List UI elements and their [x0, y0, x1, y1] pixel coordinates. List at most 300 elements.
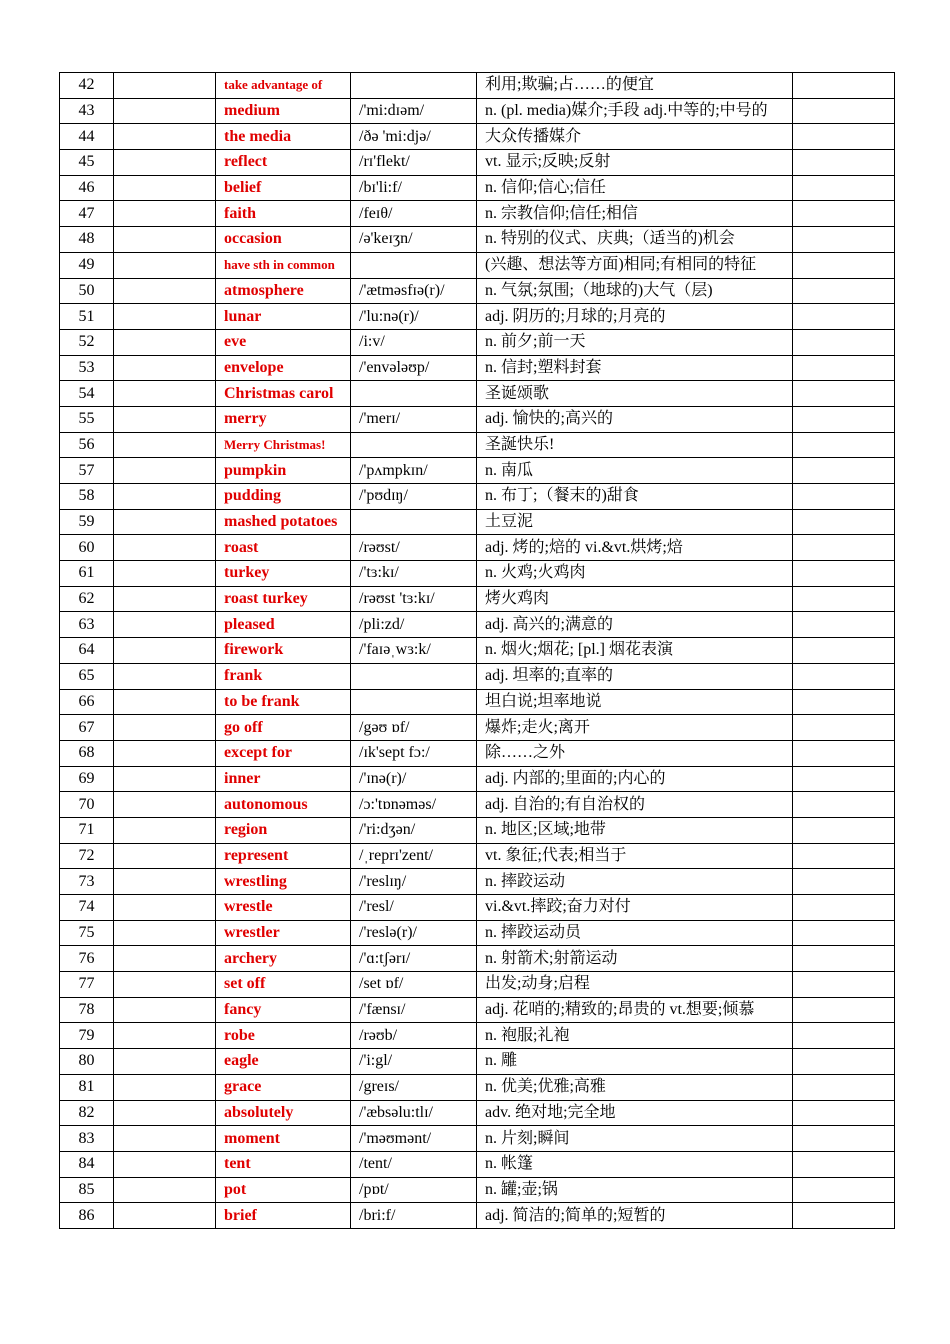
- chinese-meaning: n. 袍服;礼袍: [477, 1023, 793, 1049]
- blank-cell: [793, 766, 895, 792]
- blank-cell: [793, 535, 895, 561]
- blank-cell: [114, 1151, 216, 1177]
- table-row: [60, 484, 895, 510]
- table-row: [60, 740, 895, 766]
- blank-cell: [114, 946, 216, 972]
- blank-cell: [793, 997, 895, 1023]
- row-number: 76: [60, 946, 114, 972]
- blank-cell: [793, 278, 895, 304]
- row-number: 77: [60, 972, 114, 998]
- english-term: pudding: [216, 484, 351, 510]
- chinese-meaning: n. 片刻;瞬间: [477, 1126, 793, 1152]
- row-number: 51: [60, 304, 114, 330]
- blank-cell: [114, 304, 216, 330]
- phonetic: /'mi:dɪəm/: [351, 98, 477, 124]
- blank-cell: [793, 689, 895, 715]
- table-row: [60, 997, 895, 1023]
- blank-cell: [114, 98, 216, 124]
- chinese-meaning: n. 优美;优雅;高雅: [477, 1074, 793, 1100]
- chinese-meaning: n. 南瓜: [477, 458, 793, 484]
- chinese-meaning: 爆炸;走火;离开: [477, 715, 793, 741]
- blank-cell: [793, 509, 895, 535]
- blank-cell: [114, 612, 216, 638]
- blank-cell: [793, 586, 895, 612]
- english-term: set off: [216, 972, 351, 998]
- chinese-meaning: n. 特别的仪式、庆典;（适当的)机会: [477, 227, 793, 253]
- english-term: occasion: [216, 227, 351, 253]
- phonetic: /'envələʊp/: [351, 355, 477, 381]
- blank-cell: [793, 252, 895, 278]
- blank-cell: [793, 150, 895, 176]
- chinese-meaning: n. 布丁;（餐末的)甜食: [477, 484, 793, 510]
- phonetic: /'ri:dʒən/: [351, 817, 477, 843]
- row-number: 82: [60, 1100, 114, 1126]
- blank-cell: [793, 612, 895, 638]
- english-term: firework: [216, 638, 351, 664]
- phonetic: /'resl/: [351, 895, 477, 921]
- phonetic: /'pʌmpkɪn/: [351, 458, 477, 484]
- row-number: 44: [60, 124, 114, 150]
- table-row: [60, 124, 895, 150]
- table-row: [60, 1151, 895, 1177]
- chinese-meaning: n. 摔跤运动: [477, 869, 793, 895]
- table-row: [60, 381, 895, 407]
- table-row: [60, 561, 895, 587]
- blank-cell: [793, 227, 895, 253]
- blank-cell: [114, 1203, 216, 1229]
- phonetic: /'faɪəˌwɜ:k/: [351, 638, 477, 664]
- phonetic: [351, 509, 477, 535]
- blank-cell: [793, 638, 895, 664]
- english-term: absolutely: [216, 1100, 351, 1126]
- blank-cell: [793, 972, 895, 998]
- phonetic: /pli:zd/: [351, 612, 477, 638]
- row-number: 56: [60, 432, 114, 458]
- english-term: grace: [216, 1074, 351, 1100]
- vocabulary-table: [59, 72, 895, 1229]
- row-number: 72: [60, 843, 114, 869]
- row-number: 49: [60, 252, 114, 278]
- phonetic: /'lu:nə(r)/: [351, 304, 477, 330]
- blank-cell: [114, 509, 216, 535]
- table-row: [60, 869, 895, 895]
- blank-cell: [114, 1049, 216, 1075]
- blank-cell: [114, 869, 216, 895]
- phonetic: /'fænsɪ/: [351, 997, 477, 1023]
- phonetic: /tent/: [351, 1151, 477, 1177]
- chinese-meaning: n. 气氛;氛围;（地球的)大气（层): [477, 278, 793, 304]
- phonetic: /rəʊst 'tɜ:kɪ/: [351, 586, 477, 612]
- chinese-meaning: adv. 绝对地;完全地: [477, 1100, 793, 1126]
- row-number: 79: [60, 1023, 114, 1049]
- chinese-meaning: adj. 花哨的;精致的;昂贵的 vt.想要;倾慕: [477, 997, 793, 1023]
- english-term: tent: [216, 1151, 351, 1177]
- row-number: 73: [60, 869, 114, 895]
- row-number: 65: [60, 663, 114, 689]
- blank-cell: [793, 817, 895, 843]
- row-number: 74: [60, 895, 114, 921]
- row-number: 47: [60, 201, 114, 227]
- blank-cell: [793, 201, 895, 227]
- phonetic: /i:v/: [351, 329, 477, 355]
- english-term: mashed potatoes: [216, 509, 351, 535]
- row-number: 52: [60, 329, 114, 355]
- blank-cell: [793, 355, 895, 381]
- table-row: [60, 329, 895, 355]
- blank-cell: [114, 252, 216, 278]
- chinese-meaning: n. 雕: [477, 1049, 793, 1075]
- chinese-meaning: adj. 烤的;焙的 vi.&vt.烘烤;焙: [477, 535, 793, 561]
- phonetic: /rɪ'flekt/: [351, 150, 477, 176]
- english-term: turkey: [216, 561, 351, 587]
- phonetic: [351, 432, 477, 458]
- english-term: wrestling: [216, 869, 351, 895]
- table-row: [60, 715, 895, 741]
- blank-cell: [793, 895, 895, 921]
- phonetic: /bɪ'li:f/: [351, 175, 477, 201]
- chinese-meaning: vt. 象征;代表;相当于: [477, 843, 793, 869]
- phonetic: /rəʊb/: [351, 1023, 477, 1049]
- phonetic: /rəʊst/: [351, 535, 477, 561]
- phonetic: /set ɒf/: [351, 972, 477, 998]
- blank-cell: [114, 73, 216, 99]
- phonetic: [351, 689, 477, 715]
- phonetic: /bri:f/: [351, 1203, 477, 1229]
- english-term: have sth in common: [216, 252, 351, 278]
- phonetic: /'reslə(r)/: [351, 920, 477, 946]
- blank-cell: [793, 946, 895, 972]
- row-number: 75: [60, 920, 114, 946]
- phonetic: [351, 663, 477, 689]
- phonetic: /ðə 'mi:djə/: [351, 124, 477, 150]
- phonetic: /ə'keɪʒn/: [351, 227, 477, 253]
- blank-cell: [793, 1100, 895, 1126]
- phonetic: /'reslɪŋ/: [351, 869, 477, 895]
- blank-cell: [793, 663, 895, 689]
- english-term: fancy: [216, 997, 351, 1023]
- table-row: [60, 1126, 895, 1152]
- phonetic: [351, 252, 477, 278]
- chinese-meaning: n. (pl. media)媒介;手段 adj.中等的;中号的: [477, 98, 793, 124]
- vocabulary-table-body: [60, 73, 895, 1229]
- english-term: eagle: [216, 1049, 351, 1075]
- blank-cell: [793, 1074, 895, 1100]
- row-number: 63: [60, 612, 114, 638]
- table-row: [60, 278, 895, 304]
- phonetic: [351, 73, 477, 99]
- english-term: frank: [216, 663, 351, 689]
- blank-cell: [114, 638, 216, 664]
- blank-cell: [793, 1177, 895, 1203]
- row-number: 70: [60, 792, 114, 818]
- blank-cell: [793, 484, 895, 510]
- chinese-meaning: n. 摔跤运动员: [477, 920, 793, 946]
- blank-cell: [793, 715, 895, 741]
- english-term: merry: [216, 406, 351, 432]
- blank-cell: [114, 381, 216, 407]
- blank-cell: [793, 73, 895, 99]
- blank-cell: [793, 98, 895, 124]
- blank-cell: [114, 201, 216, 227]
- blank-cell: [114, 817, 216, 843]
- english-term: robe: [216, 1023, 351, 1049]
- english-term: to be frank: [216, 689, 351, 715]
- blank-cell: [793, 792, 895, 818]
- phonetic: /pɒt/: [351, 1177, 477, 1203]
- blank-cell: [114, 484, 216, 510]
- chinese-meaning: adj. 坦率的;直率的: [477, 663, 793, 689]
- english-term: represent: [216, 843, 351, 869]
- table-row: [60, 792, 895, 818]
- blank-cell: [114, 766, 216, 792]
- english-term: reflect: [216, 150, 351, 176]
- english-term: go off: [216, 715, 351, 741]
- chinese-meaning: adj. 自治的;有自治权的: [477, 792, 793, 818]
- chinese-meaning: n. 信仰;信心;信任: [477, 175, 793, 201]
- row-number: 68: [60, 740, 114, 766]
- chinese-meaning: 圣誕快乐!: [477, 432, 793, 458]
- row-number: 81: [60, 1074, 114, 1100]
- table-row: [60, 458, 895, 484]
- english-term: wrestle: [216, 895, 351, 921]
- english-term: roast: [216, 535, 351, 561]
- phonetic: [351, 381, 477, 407]
- blank-cell: [114, 972, 216, 998]
- english-term: region: [216, 817, 351, 843]
- table-row: [60, 946, 895, 972]
- blank-cell: [114, 1023, 216, 1049]
- chinese-meaning: vi.&vt.摔跤;奋力对付: [477, 895, 793, 921]
- phonetic: /greɪs/: [351, 1074, 477, 1100]
- chinese-meaning: (兴趣、想法等方面)相同;有相同的特征: [477, 252, 793, 278]
- blank-cell: [793, 1049, 895, 1075]
- blank-cell: [114, 715, 216, 741]
- blank-cell: [793, 1023, 895, 1049]
- blank-cell: [114, 124, 216, 150]
- table-row: [60, 586, 895, 612]
- table-row: [60, 535, 895, 561]
- chinese-meaning: adj. 内部的;里面的;内心的: [477, 766, 793, 792]
- chinese-meaning: adj. 阴历的;月球的;月亮的: [477, 304, 793, 330]
- phonetic: /'ɪnə(r)/: [351, 766, 477, 792]
- blank-cell: [114, 227, 216, 253]
- chinese-meaning: 圣诞颂歌: [477, 381, 793, 407]
- row-number: 71: [60, 817, 114, 843]
- english-term: faith: [216, 201, 351, 227]
- phonetic: /gəʊ ɒf/: [351, 715, 477, 741]
- table-row: [60, 1177, 895, 1203]
- english-term: pumpkin: [216, 458, 351, 484]
- blank-cell: [793, 458, 895, 484]
- blank-cell: [114, 458, 216, 484]
- english-term: lunar: [216, 304, 351, 330]
- english-term: except for: [216, 740, 351, 766]
- english-term: envelope: [216, 355, 351, 381]
- phonetic: /ɔ:'tɒnəməs/: [351, 792, 477, 818]
- blank-cell: [114, 432, 216, 458]
- english-term: brief: [216, 1203, 351, 1229]
- english-term: medium: [216, 98, 351, 124]
- row-number: 66: [60, 689, 114, 715]
- table-row: [60, 73, 895, 99]
- english-term: archery: [216, 946, 351, 972]
- table-row: [60, 1023, 895, 1049]
- table-row: [60, 406, 895, 432]
- row-number: 50: [60, 278, 114, 304]
- english-term: atmosphere: [216, 278, 351, 304]
- blank-cell: [114, 406, 216, 432]
- chinese-meaning: 除……之外: [477, 740, 793, 766]
- chinese-meaning: n. 地区;区域;地带: [477, 817, 793, 843]
- blank-cell: [114, 150, 216, 176]
- row-number: 53: [60, 355, 114, 381]
- table-row: [60, 638, 895, 664]
- blank-cell: [114, 1126, 216, 1152]
- blank-cell: [114, 920, 216, 946]
- english-term: Christmas carol: [216, 381, 351, 407]
- row-number: 69: [60, 766, 114, 792]
- phonetic: /'ætməsfɪə(r)/: [351, 278, 477, 304]
- row-number: 80: [60, 1049, 114, 1075]
- table-row: [60, 150, 895, 176]
- chinese-meaning: 烤火鸡肉: [477, 586, 793, 612]
- table-row: [60, 1203, 895, 1229]
- chinese-meaning: n. 帐篷: [477, 1151, 793, 1177]
- phonetic: /'ɑ:tʃərɪ/: [351, 946, 477, 972]
- table-row: [60, 201, 895, 227]
- table-row: [60, 766, 895, 792]
- table-row: [60, 175, 895, 201]
- english-term: moment: [216, 1126, 351, 1152]
- english-term: autonomous: [216, 792, 351, 818]
- table-row: [60, 817, 895, 843]
- blank-cell: [793, 561, 895, 587]
- row-number: 83: [60, 1126, 114, 1152]
- row-number: 57: [60, 458, 114, 484]
- phonetic: /'merɪ/: [351, 406, 477, 432]
- chinese-meaning: n. 烟火;烟花; [pl.] 烟花表演: [477, 638, 793, 664]
- blank-cell: [114, 843, 216, 869]
- row-number: 43: [60, 98, 114, 124]
- english-term: pot: [216, 1177, 351, 1203]
- english-term: wrestler: [216, 920, 351, 946]
- row-number: 42: [60, 73, 114, 99]
- blank-cell: [114, 586, 216, 612]
- table-row: [60, 843, 895, 869]
- blank-cell: [114, 895, 216, 921]
- table-row: [60, 920, 895, 946]
- row-number: 59: [60, 509, 114, 535]
- blank-cell: [793, 329, 895, 355]
- blank-cell: [114, 535, 216, 561]
- blank-cell: [793, 1151, 895, 1177]
- table-row: [60, 227, 895, 253]
- phonetic: /'æbsəlu:tlɪ/: [351, 1100, 477, 1126]
- blank-cell: [114, 1074, 216, 1100]
- blank-cell: [793, 432, 895, 458]
- chinese-meaning: 出发;动身;启程: [477, 972, 793, 998]
- phonetic: /ɪk'sept fɔ:/: [351, 740, 477, 766]
- row-number: 54: [60, 381, 114, 407]
- table-row: [60, 98, 895, 124]
- row-number: 61: [60, 561, 114, 587]
- blank-cell: [793, 740, 895, 766]
- phonetic: /'məʊmənt/: [351, 1126, 477, 1152]
- chinese-meaning: n. 信封;塑料封套: [477, 355, 793, 381]
- english-term: roast turkey: [216, 586, 351, 612]
- chinese-meaning: adj. 高兴的;满意的: [477, 612, 793, 638]
- table-row: [60, 355, 895, 381]
- chinese-meaning: adj. 简洁的;简单的;短暂的: [477, 1203, 793, 1229]
- blank-cell: [793, 406, 895, 432]
- english-term: Merry Christmas!: [216, 432, 351, 458]
- table-row: [60, 1100, 895, 1126]
- blank-cell: [793, 843, 895, 869]
- table-row: [60, 663, 895, 689]
- row-number: 86: [60, 1203, 114, 1229]
- blank-cell: [793, 175, 895, 201]
- row-number: 58: [60, 484, 114, 510]
- table-row: [60, 895, 895, 921]
- table-row: [60, 972, 895, 998]
- blank-cell: [114, 689, 216, 715]
- blank-cell: [793, 869, 895, 895]
- phonetic: /'i:gl/: [351, 1049, 477, 1075]
- chinese-meaning: n. 罐;壶;锅: [477, 1177, 793, 1203]
- blank-cell: [793, 304, 895, 330]
- chinese-meaning: 利用;欺骗;占……的便宜: [477, 73, 793, 99]
- row-number: 60: [60, 535, 114, 561]
- row-number: 45: [60, 150, 114, 176]
- blank-cell: [114, 355, 216, 381]
- table-row: [60, 612, 895, 638]
- row-number: 55: [60, 406, 114, 432]
- table-row: [60, 304, 895, 330]
- row-number: 48: [60, 227, 114, 253]
- english-term: take advantage of: [216, 73, 351, 99]
- blank-cell: [114, 663, 216, 689]
- row-number: 67: [60, 715, 114, 741]
- phonetic: /ˌreprɪ'zent/: [351, 843, 477, 869]
- table-row: [60, 432, 895, 458]
- english-term: belief: [216, 175, 351, 201]
- blank-cell: [114, 1100, 216, 1126]
- blank-cell: [114, 175, 216, 201]
- row-number: 85: [60, 1177, 114, 1203]
- row-number: 78: [60, 997, 114, 1023]
- chinese-meaning: n. 前夕;前一天: [477, 329, 793, 355]
- blank-cell: [114, 997, 216, 1023]
- phonetic: /'pʊdɪŋ/: [351, 484, 477, 510]
- chinese-meaning: adj. 愉快的;高兴的: [477, 406, 793, 432]
- phonetic: /feɪθ/: [351, 201, 477, 227]
- table-row: [60, 1049, 895, 1075]
- english-term: pleased: [216, 612, 351, 638]
- blank-cell: [114, 329, 216, 355]
- blank-cell: [793, 1126, 895, 1152]
- chinese-meaning: n. 射箭术;射箭运动: [477, 946, 793, 972]
- blank-cell: [114, 1177, 216, 1203]
- blank-cell: [114, 740, 216, 766]
- row-number: 46: [60, 175, 114, 201]
- blank-cell: [114, 561, 216, 587]
- row-number: 84: [60, 1151, 114, 1177]
- chinese-meaning: 大众传播媒介: [477, 124, 793, 150]
- blank-cell: [114, 278, 216, 304]
- row-number: 62: [60, 586, 114, 612]
- blank-cell: [793, 920, 895, 946]
- blank-cell: [793, 381, 895, 407]
